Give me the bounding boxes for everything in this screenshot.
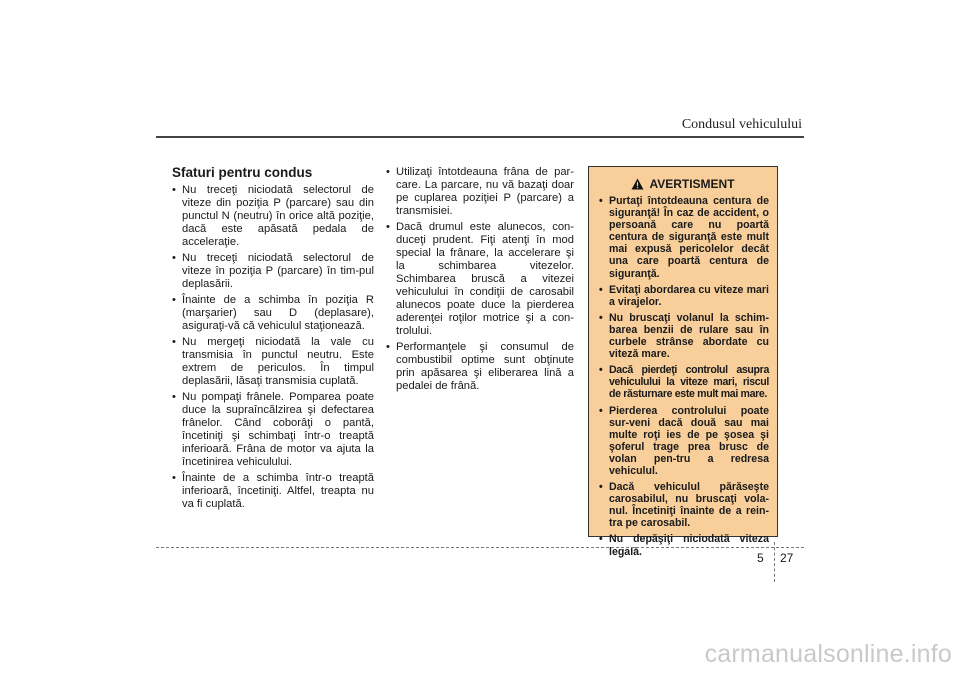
warning-item: • Nu bruscaţi volanul la schim-barea benzii de rulare sau în curbele strânse abordate cu viteză mare.	[599, 312, 769, 360]
list-item: • Înainte de a schimba într-o treaptă inferioară, încetiniţi. Altfel, treapta nu va fi cuplată.	[172, 472, 374, 511]
footer-divider	[774, 542, 775, 582]
chapter-number: 5	[757, 551, 764, 565]
section-heading: Sfaturi pentru condus	[172, 165, 313, 180]
warning-item: • Evitaţi abordarea cu viteze mari a virajelor.	[599, 284, 769, 308]
middle-column	[386, 166, 574, 396]
list-item: • Dacă drumul este alunecos, con-duceţi prudent. Fiţi atenţi în mod special la frânare, la accelerare şi la schimbarea vitezelor. Schimbarea bruscă a vitezei vehiculului în condiţii de carosabil alunecos poate duce la pierderea aderenţei roţilor motrice şi a con-trolului.	[386, 221, 574, 338]
header-rule	[156, 136, 804, 138]
warning-title: AVERTISMENT	[649, 177, 735, 191]
tips-list	[172, 184, 374, 511]
list-item: • Nu treceţi niciodată selectorul de viteze în poziţia P (parcare) în tim-pul deplasării.	[172, 252, 374, 291]
watermark: carmanualsonline.info	[704, 640, 952, 668]
left-column	[172, 166, 374, 514]
warning-item: • Dacă pierdeţi controlul asupra vehiculului la viteze mari, riscul de răsturnare este mult mai mare.	[599, 364, 769, 400]
list-item: • Nu pompaţi frânele. Pomparea poate duce la supraîncălzirea şi defectarea frânelor. Când coborâţi o pantă, încetiniţi şi schimbaţi într-o treaptă inferioară. Frâna de motor va ajuta la încetinirea vehiculului.	[172, 391, 374, 469]
header-title: Condusul vehiculului	[681, 117, 802, 132]
list-item: • Înainte de a schimba în poziţia R (marşarier) sau D (deplasare), asiguraţi-vă că vehiculul staţionează.	[172, 294, 374, 333]
warning-list	[589, 195, 777, 558]
list-item: • Nu treceţi niciodată selectorul de viteze din poziţia P (parcare) sau din punctul N (neutru) în orice altă poziţie, dacă este apăsată pedala de acceleraţie.	[172, 184, 374, 249]
warning-triangle-icon	[631, 178, 644, 190]
warning-item: • Pierderea controlului poate sur-veni dacă două sau mai multe roţi ies de pe şosea şi şoferul trage prea brusc de volan pen-tru a redresa vehiculul.	[599, 405, 769, 478]
list-item: • Nu mergeţi niciodată la vale cu transmisia în punctul neutru. Este extrem de periculos. În timpul deplasării, lăsaţi transmisia cuplată.	[172, 336, 374, 388]
footer-rule	[156, 547, 804, 548]
warning-header	[589, 177, 777, 191]
warning-item: • Purtaţi întotdeauna centura de siguranţă! În caz de accident, o persoană care nu poartă centura de siguranţă este mult mai expusă pericolelor decât una care poartă centura de siguranţă.	[599, 195, 769, 280]
list-item: • Utilizaţi întotdeauna frâna de par-care. La parcare, nu vă bazaţi doar pe cuplarea poziţiei P (parcare) a transmisiei.	[386, 166, 574, 218]
warning-box	[588, 166, 778, 558]
list-item: • Performanţele şi consumul de combustibil optime sunt obţinute prin apăsarea şi eliberarea lină a pedalei de frână.	[386, 341, 574, 393]
page-number: 27	[780, 551, 794, 565]
warning-item: • Dacă vehiculul părăseşte carosabilul, nu bruscaţi vola-nul. Încetiniţi înainte de a rein-tra pe carosabil.	[599, 481, 769, 529]
warning-item: • Nu depăşiţi niciodată viteza legală.	[599, 533, 769, 557]
tips-list-continued	[386, 166, 574, 393]
